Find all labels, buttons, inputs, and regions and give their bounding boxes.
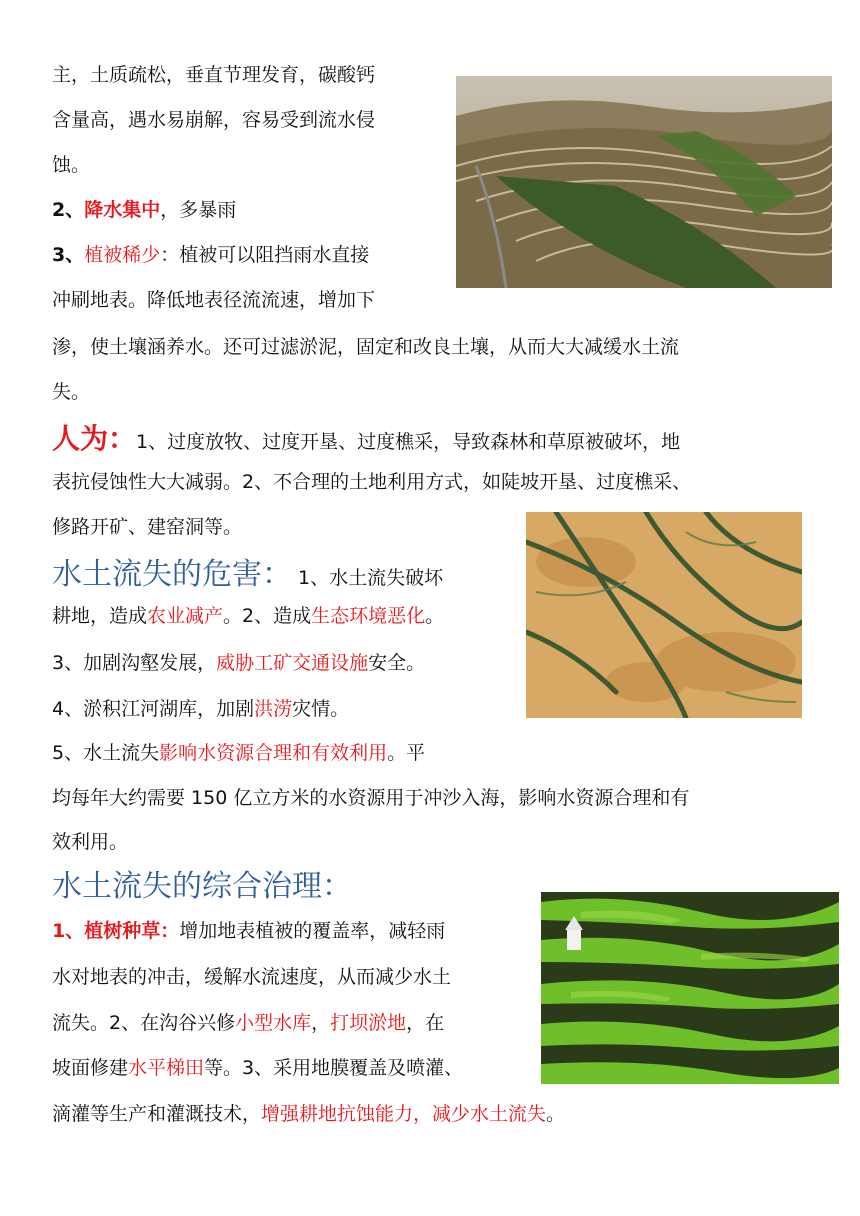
text: 流失。2、在沟谷兴修 — [52, 1012, 236, 1034]
text: 3、加剧沟壑发展， — [52, 652, 217, 674]
item-number: 2、 — [52, 199, 85, 221]
paragraph-line: 修路开矿、建窑洞等。 — [52, 516, 243, 538]
text: 坡面修建 — [52, 1057, 129, 1079]
paragraph-line — [52, 604, 444, 628]
paragraph-line: 效利用。 — [52, 831, 129, 853]
highlight-text: 小型水库 — [235, 1012, 312, 1034]
human-factors-line — [52, 423, 680, 458]
section-heading-harm: 水土流失的危害： — [52, 557, 292, 592]
text: 滴灌等生产和灌溉技术， — [52, 1103, 262, 1125]
paragraph-line: 蚀。 — [52, 154, 91, 176]
paragraph-line: 失。 — [52, 381, 91, 403]
paragraph-line: 均每年大约需要 150 亿立方米的水资源用于冲沙入海，影响水资源合理和有 — [52, 787, 690, 809]
paragraph-line: 含量高，遇水易崩解，容易受到流水侵 — [52, 109, 376, 131]
highlight-text: 增强耕地抗蚀能力，减少水土流失 — [261, 1103, 547, 1125]
paragraph-line — [52, 1011, 444, 1035]
highlight-text: 1、植树种草： — [52, 920, 180, 942]
paragraph-text: 1、水土流失破坏 — [298, 567, 444, 589]
text: ，在 — [406, 1012, 445, 1034]
paragraph-line: 冲刷地表。降低地表径流流速，增加下 — [52, 289, 376, 311]
highlight-text: 影响水资源合理和有效利用 — [159, 742, 388, 764]
text: 等。3、采用地膜覆盖及喷灌、 — [204, 1057, 464, 1079]
text: 耕地，造成 — [52, 605, 148, 627]
paragraph-line: 表抗侵蚀性大大减弱。2、不合理的土地利用方式，如陡坡开垦、过度樵采、 — [52, 471, 692, 493]
highlight-text: 洪涝 — [254, 698, 293, 720]
highlight-text: 水平梯田 — [128, 1057, 205, 1079]
text: 4、淤积江河湖库，加剧 — [52, 698, 255, 720]
paragraph-line: 渗，使土壤涵养水。还可过滤淤泥，固定和改良土壤，从而大大减缓水土流 — [52, 336, 680, 358]
highlight-text: 打坝淤地 — [330, 1012, 407, 1034]
paragraph-line: 主，土质疏松，垂直节理发育，碳酸钙 — [52, 64, 376, 86]
paragraph-line — [52, 697, 349, 721]
highlight-text: 生态环境恶化 — [311, 605, 426, 627]
highlight-text: 农业减产 — [147, 605, 224, 627]
highlight-text: 降水集中 — [84, 199, 161, 221]
loess-gully-aerial-photo — [526, 512, 802, 718]
paragraph-text: 1、过度放牧、过度开垦、过度樵采，导致森林和草原被破坏，地 — [136, 431, 681, 453]
heading-text: 水土流失的综合治理： — [52, 869, 352, 904]
text: 灾情。 — [292, 698, 350, 720]
green-terraced-fields-photo — [541, 892, 839, 1084]
text: 。2、造成 — [223, 605, 312, 627]
harm-heading-line — [52, 557, 443, 596]
section-heading-human: 人为： — [52, 422, 137, 455]
paragraph-line — [52, 1056, 463, 1080]
highlight-text: 威胁工矿交通设施 — [216, 652, 369, 674]
text: 安全。 — [368, 652, 426, 674]
text: 。 — [546, 1103, 566, 1125]
text: 。 — [425, 605, 445, 627]
paragraph-line — [52, 741, 425, 765]
paragraph-line: 水对地表的冲击，缓解水流速度，从而减少水土 — [52, 966, 452, 988]
item-text: ，多暴雨 — [160, 199, 237, 221]
paragraph-line — [52, 651, 425, 675]
paragraph-line — [52, 1102, 565, 1126]
text: 增加地表植被的覆盖率，减轻雨 — [179, 920, 446, 942]
text: 。平 — [387, 742, 426, 764]
list-item — [52, 198, 236, 222]
highlight-text: 植被稀少 — [84, 244, 161, 266]
section-heading-control — [52, 868, 352, 909]
text: ， — [311, 1012, 331, 1034]
loess-terraced-hills-photo — [456, 76, 832, 288]
item-number: 3、 — [52, 244, 85, 266]
list-item — [52, 243, 369, 267]
text: 5、水土流失 — [52, 742, 160, 764]
item-text: ：植被可以阻挡雨水直接 — [160, 244, 370, 266]
paragraph-line — [52, 919, 445, 943]
